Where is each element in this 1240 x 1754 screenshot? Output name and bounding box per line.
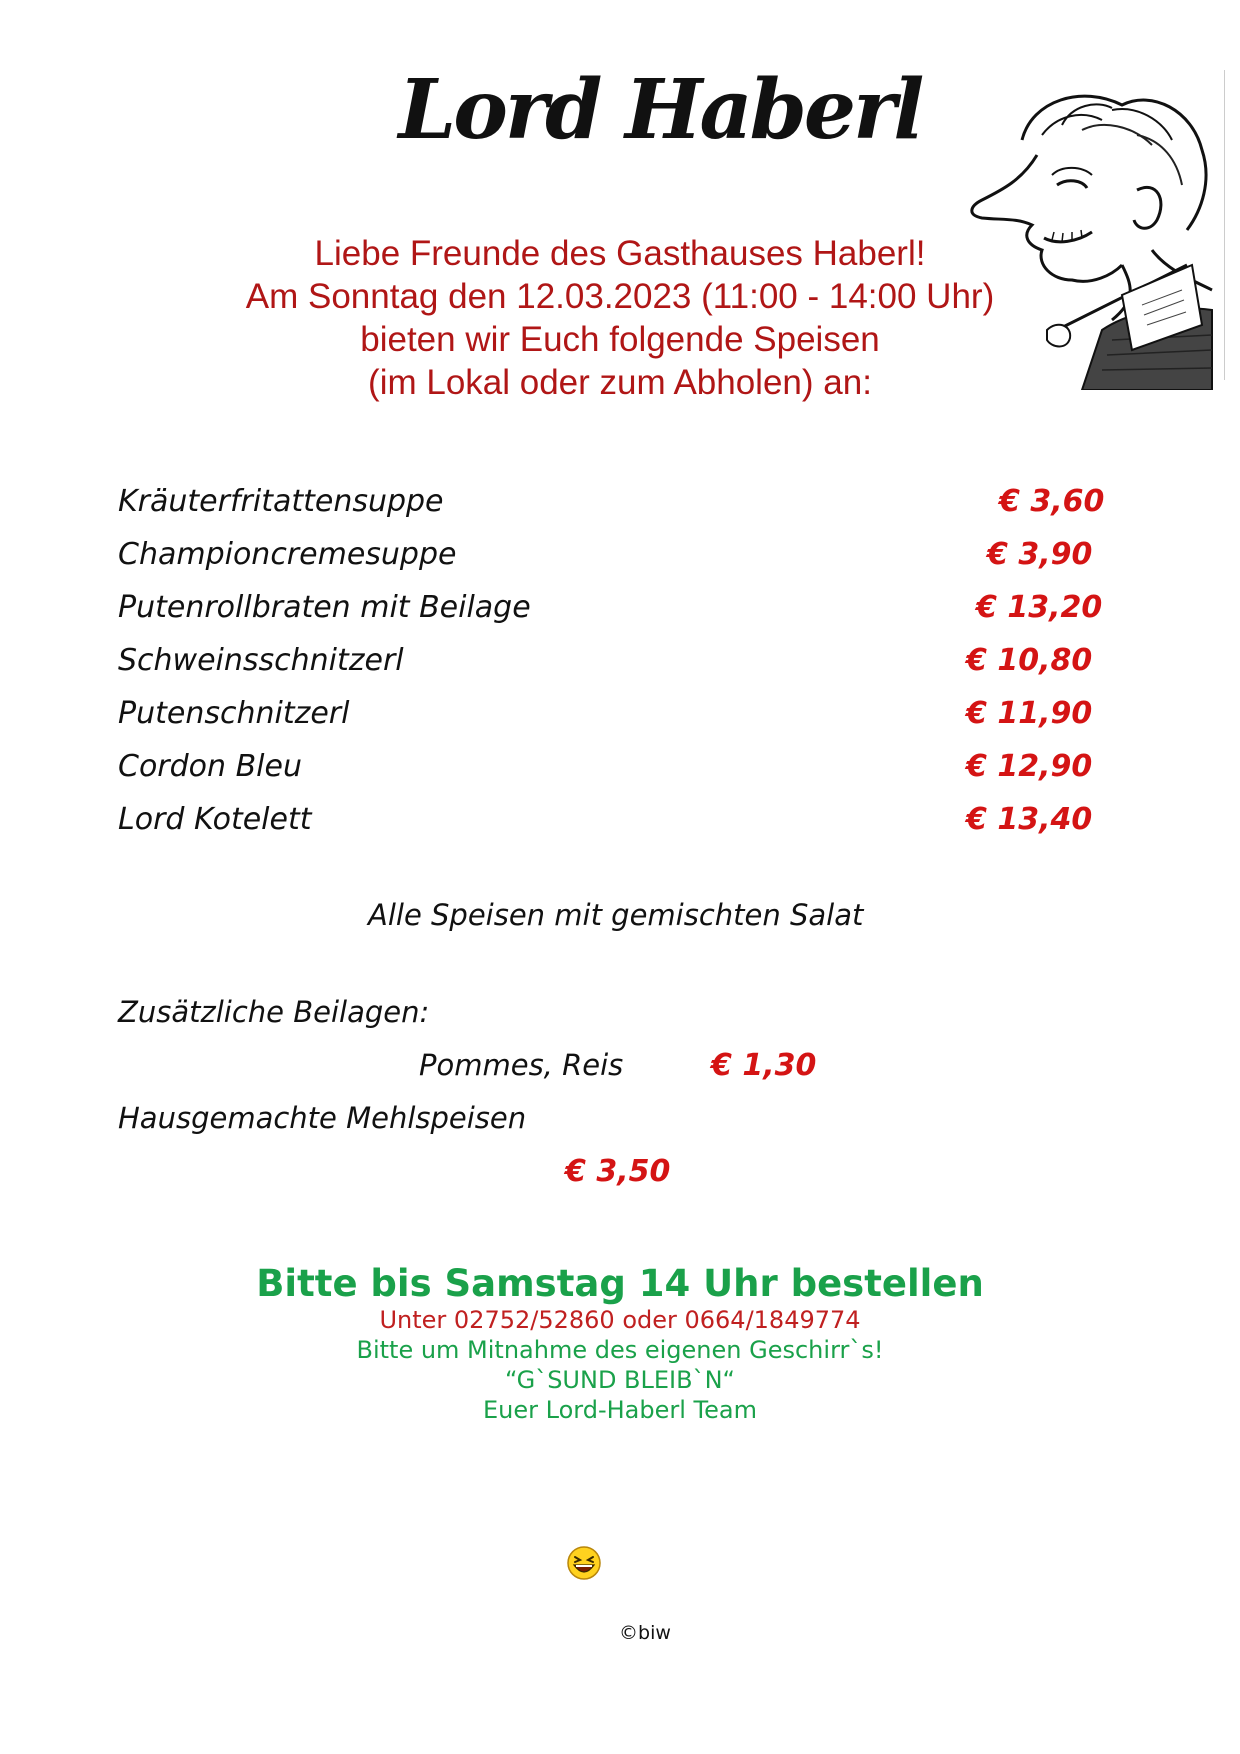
menu-item-name: Championcremesuppe	[118, 537, 457, 572]
extras-price: € 1,30	[711, 1048, 817, 1083]
extras-name: Pommes, Reis	[419, 1048, 624, 1082]
intro-line-1: Liebe Freunde des Gasthauses Haberl!	[314, 234, 926, 273]
dessert-name: Hausgemachte Mehlspeisen	[118, 1101, 527, 1135]
menu-item-name: Cordon Bleu	[118, 749, 302, 784]
laughing-smiley-icon	[566, 1545, 602, 1581]
menu-item-price: € 13,40	[966, 802, 1093, 837]
intro-text	[150, 232, 1090, 404]
menu-item-price: € 3,60	[999, 484, 1105, 519]
order-deadline: Bitte bis Samstag 14 Uhr bestellen	[256, 1262, 984, 1305]
divider-line	[1224, 70, 1225, 380]
intro-line-3: bieten wir Euch folgende Speisen	[360, 320, 880, 359]
copyright: ©biw	[619, 1622, 671, 1644]
menu-item-price: € 3,90	[987, 537, 1093, 572]
extras-heading: Zusätzliche Beilagen:	[118, 995, 430, 1029]
menu-item-price: € 11,90	[966, 696, 1093, 731]
salad-note: Alle Speisen mit gemischten Salat	[368, 898, 864, 932]
phone-line: Unter 02752/52860 oder 0664/1849774	[379, 1306, 861, 1334]
menu-item-name: Lord Kotelett	[118, 802, 312, 837]
menu-item-name: Schweinsschnitzerl	[118, 643, 404, 678]
menu-item-name: Putenschnitzerl	[118, 696, 350, 731]
menu-item-name: Kräuterfritattensuppe	[118, 484, 444, 519]
menu-item-price: € 12,90	[966, 749, 1093, 784]
team-signature: Euer Lord-Haberl Team	[483, 1396, 757, 1424]
menu-item-price: € 10,80	[966, 643, 1093, 678]
dishes-line: Bitte um Mitnahme des eigenen Geschirr`s!	[356, 1336, 884, 1364]
menu-item-name: Putenrollbraten mit Beilage	[118, 590, 531, 625]
farewell-line: “G`SUND BLEIB`N“	[505, 1366, 735, 1394]
restaurant-title: Lord Haberl	[398, 62, 922, 158]
intro-line-2: Am Sonntag den 12.03.2023 (11:00 - 14:00 Uhr)	[245, 277, 995, 316]
dessert-price: € 3,50	[565, 1154, 671, 1189]
intro-line-4: (im Lokal oder zum Abholen) an:	[368, 363, 872, 402]
menu-item-price: € 13,20	[976, 590, 1103, 625]
